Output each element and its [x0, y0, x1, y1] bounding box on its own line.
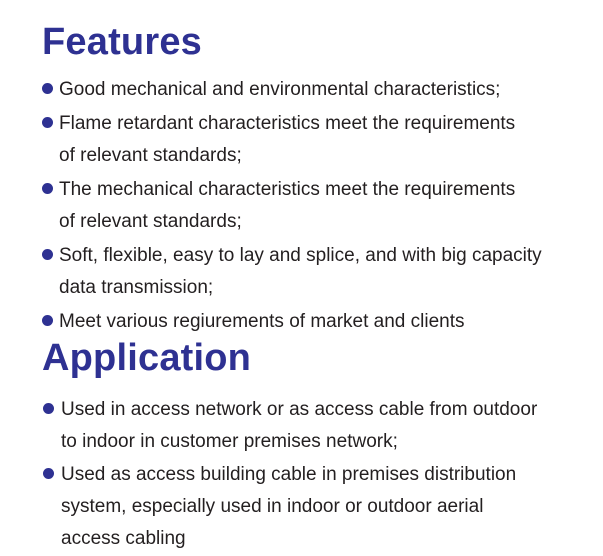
bullet-icon	[42, 315, 53, 326]
list-item	[40, 74, 542, 106]
item-text: Used as access building cable in premises distribution	[61, 464, 517, 485]
bullet-icon	[42, 117, 53, 128]
item-text-continued: of relevant standards;	[59, 211, 242, 232]
item-text: Soft, flexible, easy to lay and splice, and with big capacity	[59, 245, 542, 266]
bullet-icon	[43, 403, 54, 414]
list-item	[40, 174, 542, 238]
list-item	[40, 108, 542, 172]
bullet-icon	[42, 183, 53, 194]
item-text: Meet various regiurements of market and clients	[59, 311, 465, 332]
list-item	[40, 394, 537, 458]
application-heading: Application	[42, 337, 252, 379]
item-text-continued: access cabling	[61, 528, 186, 549]
item-text: Used in access network or as access cable from outdoor	[61, 399, 538, 420]
item-text: Flame retardant characteristics meet the requirements	[59, 113, 516, 134]
list-item	[40, 306, 542, 338]
list-item	[40, 459, 537, 555]
list-item	[40, 240, 542, 304]
bullet-icon	[42, 83, 53, 94]
item-text: The mechanical characteristics meet the requirements	[59, 179, 516, 200]
item-text: Good mechanical and environmental characteristics;	[59, 79, 501, 100]
item-text-continued: to indoor in customer premises network;	[61, 431, 398, 452]
application-list	[40, 394, 537, 556]
item-text-continued: system, especially used in indoor or outdoor aerial	[61, 496, 484, 517]
item-text-continued: data transmission;	[59, 277, 214, 298]
item-text-continued: of relevant standards;	[59, 145, 242, 166]
bullet-icon	[43, 468, 54, 479]
features-heading: Features	[42, 21, 203, 63]
bullet-icon	[42, 249, 53, 260]
features-list	[40, 74, 542, 340]
